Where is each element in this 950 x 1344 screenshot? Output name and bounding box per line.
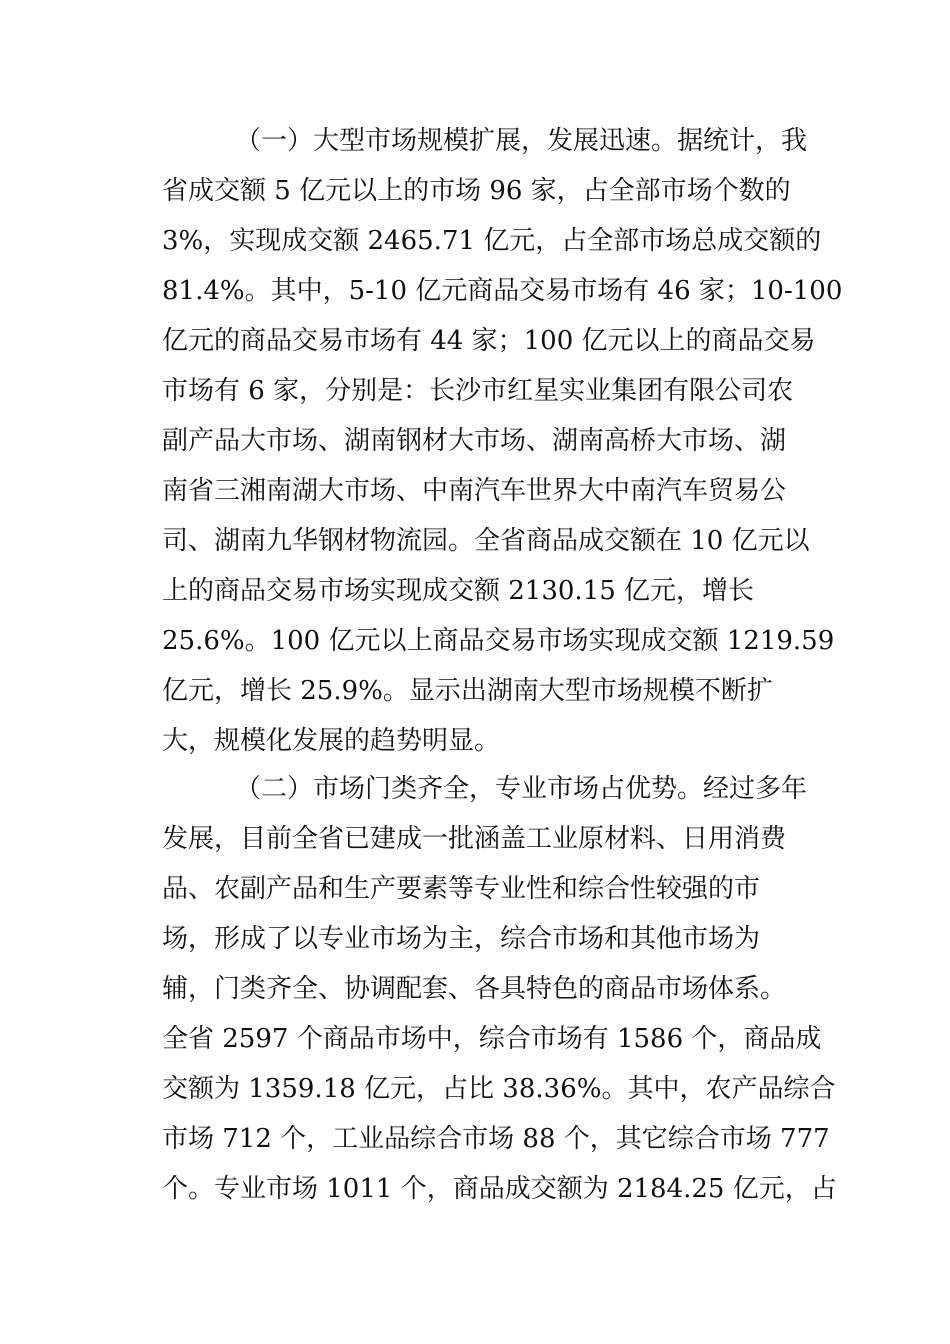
text-line: 个。专业市场 1011 个，商品成交额为 2184.25 亿元，占 [162,1174,837,1204]
text-line: 副产品大市场、湖南钢材大市场、湖南高桥大市场、湖 [162,426,787,456]
text-line: 交额为 1359.18 亿元，占比 38.36%。其中，农产品综合 [162,1074,836,1104]
text-line: 全省 2597 个商品市场中，综合市场有 1586 个，商品成 [162,1024,822,1054]
text-line: （二）市场门类齐全，专业市场占优势。经过多年 [235,774,808,804]
text-line: （一）大型市场规模扩展，发展迅速。据统计，我 [235,126,808,156]
text-line: 品、农副产品和生产要素等专业性和综合性较强的市 [162,874,761,904]
text-line: 81.4%。其中，5-10 亿元商品交易市场有 46 家；10-100 [162,276,843,306]
text-line: 25.6%。100 亿元以上商品交易市场实现成交额 1219.59 [162,626,835,656]
text-line: 场，形成了以专业市场为主，综合市场和其他市场为 [162,924,761,954]
text-line: 亿元的商品交易市场有 44 家；100 亿元以上的商品交易 [162,326,816,356]
text-line: 辅，门类齐全、协调配套、各具特色的商品市场体系。 [162,974,787,1004]
text-line: 市场有 6 家，分别是：长沙市红星实业集团有限公司农 [162,376,794,406]
text-line: 3%，实现成交额 2465.71 亿元，占全部市场总成交额的 [162,226,822,256]
text-line: 省成交额 5 亿元以上的市场 96 家，占全部市场个数的 [162,176,791,206]
text-line: 上的商品交易市场实现成交额 2130.15 亿元，增长 [162,576,755,606]
text-line: 发展，目前全省已建成一批涵盖工业原材料、日用消费 [162,824,787,854]
text-line: 亿元，增长 25.9%。显示出湖南大型市场规模不断扩 [162,676,773,706]
text-line: 大，规模化发展的趋势明显。 [162,726,501,756]
text-line: 市场 712 个，工业品综合市场 88 个，其它综合市场 777 [162,1124,830,1154]
text-line: 南省三湘南湖大市场、中南汽车世界大中南汽车贸易公 [162,476,787,506]
text-line: 司、湖南九华钢材物流园。全省商品成交额在 10 亿元以 [162,526,810,556]
